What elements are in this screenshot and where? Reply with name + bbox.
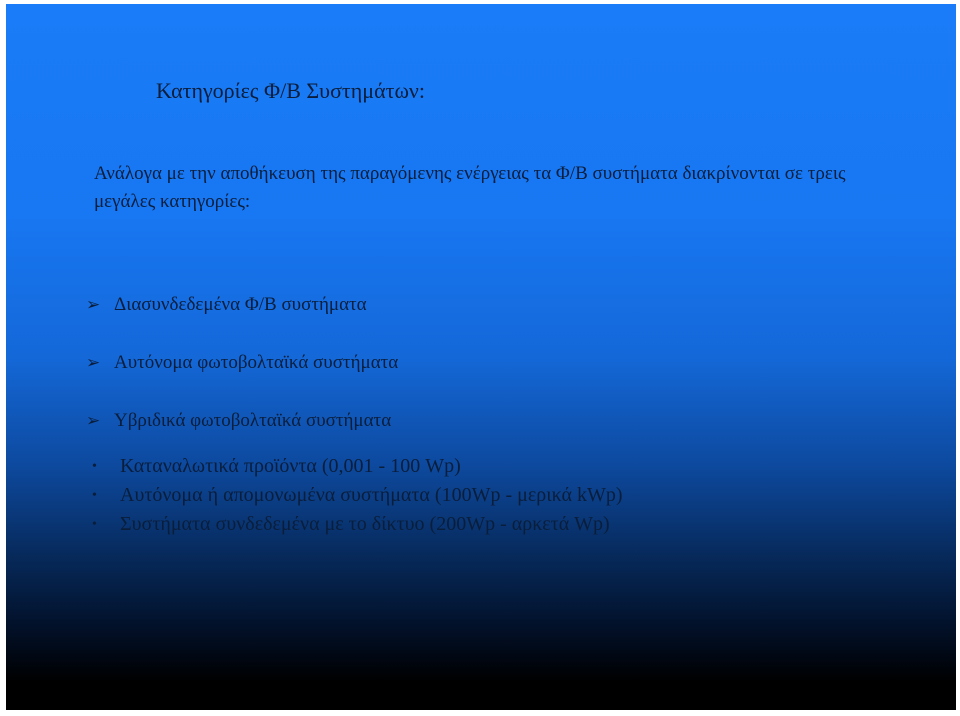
slide	[6, 4, 956, 710]
product-label: Συστήματα συνδεδεμένα με το δίκτυο (200Wp - αρκετά Wp)	[120, 513, 610, 535]
product-label: Καταναλωτικά προϊόντα (0,001 - 100 Wp)	[120, 455, 461, 477]
dot-bullet-icon: •	[92, 487, 97, 503]
arrow-bullet-icon: ➢	[86, 411, 101, 430]
list-item	[92, 510, 623, 539]
category-label: Αυτόνομα φωτοβολταϊκά συστήματα	[114, 352, 399, 373]
category-label: Υβριδικά φωτοβολταϊκά συστήματα	[114, 410, 392, 431]
list-item	[86, 292, 398, 318]
list-item	[92, 481, 623, 510]
list-item	[86, 350, 398, 376]
dot-bullet-icon: •	[92, 516, 97, 532]
category-list	[86, 292, 398, 466]
intro-paragraph: Ανάλογα με την αποθήκευση της παραγόμενης ενέργειας τα Φ/Β συστήματα διακρίνονται σε τρεις μεγάλες κατηγορίες:	[94, 163, 846, 212]
list-item	[86, 408, 398, 434]
product-label: Αυτόνομα ή απομονωμένα συστήματα (100Wp - μερικά kWp)	[120, 484, 623, 506]
arrow-bullet-icon: ➢	[86, 353, 101, 372]
arrow-bullet-icon: ➢	[86, 295, 101, 314]
list-item	[92, 452, 623, 481]
dot-bullet-icon: •	[92, 458, 97, 474]
slide-title: Κατηγορίες Φ/Β Συστημάτων:	[156, 78, 425, 103]
product-list	[92, 452, 623, 539]
category-label: Διασυνδεδεμένα Φ/Β συστήματα	[114, 294, 367, 315]
